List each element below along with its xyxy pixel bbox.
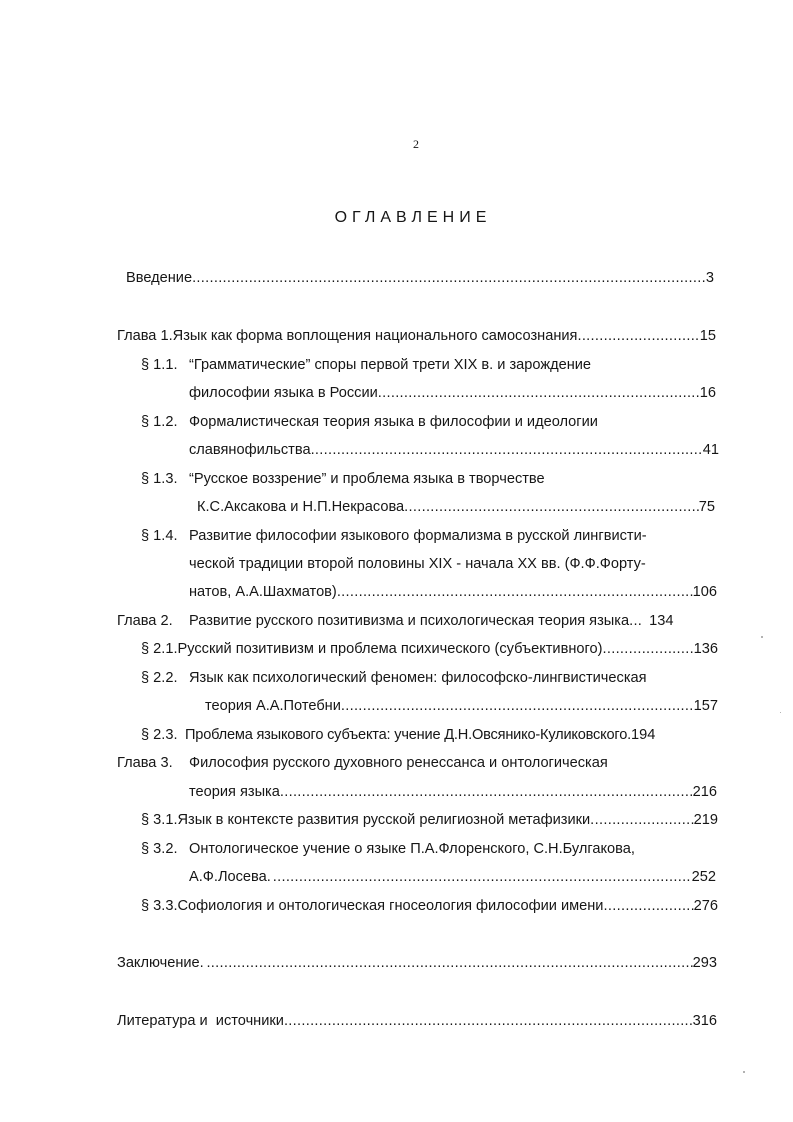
chapter-number: Глава 2. bbox=[117, 613, 173, 629]
toc-entry-label: Развитие русского позитивизма и психологическая теория языка bbox=[189, 613, 630, 629]
toc-entry-label: Формалистическая теория языка в философии и идеологии bbox=[189, 414, 598, 430]
toc-entry-label: Проблема языкового субъекта: учение Д.Н.Овсянико-Куликовского. bbox=[185, 727, 631, 743]
section-number: § 2.3. bbox=[141, 727, 178, 743]
dot-leader bbox=[284, 1011, 693, 1031]
page-title: ОГЛАВЛЕНИЕ bbox=[334, 209, 492, 226]
section-number: § 1.3. bbox=[141, 471, 178, 487]
toc-entry-page: 16 bbox=[699, 385, 716, 401]
toc-entry-section-1-1-line-2 bbox=[189, 383, 716, 403]
section-number: § 3.2. bbox=[141, 841, 178, 857]
page-number: 2 bbox=[413, 137, 419, 151]
dot-leader bbox=[273, 867, 692, 887]
toc-entry-section-1-4-line-2 bbox=[189, 554, 749, 574]
toc-entry-section-1-3-line-2 bbox=[197, 497, 715, 517]
dot-leader bbox=[341, 696, 694, 716]
toc-entry-page: 216 bbox=[692, 784, 717, 800]
toc-entry-label: ческой традиции второй половины XIX - начала XX вв. (Ф.Ф.Форту- bbox=[189, 556, 646, 572]
section-number: § 3.3. bbox=[141, 898, 178, 914]
toc-entry-section-1-1-line-1 bbox=[141, 355, 741, 375]
dot-leader bbox=[311, 440, 703, 460]
dot-leader bbox=[206, 953, 692, 973]
toc-entry-label: Философия русского духовного ренессанса и онтологическая bbox=[189, 755, 608, 771]
section-number: § 2.2. bbox=[141, 670, 178, 686]
dot-leader bbox=[404, 497, 699, 517]
section-number: § 1.1. bbox=[141, 357, 178, 373]
toc-entry-section-3-2-line-2 bbox=[189, 867, 716, 887]
toc-entry-section-3-1 bbox=[141, 810, 718, 830]
toc-entry-label: Литература и источники bbox=[117, 1013, 284, 1029]
toc-entry-section-2-2-line-1 bbox=[141, 668, 761, 688]
toc-entry-page: 106 bbox=[692, 584, 717, 600]
dot-leader bbox=[280, 782, 693, 802]
toc-entry-page: 316 bbox=[692, 1013, 717, 1029]
toc-entry-label: Заключение. bbox=[117, 955, 204, 971]
toc-entry-section-1-2-line-1 bbox=[141, 412, 741, 432]
toc-entry-page: 157 bbox=[693, 698, 718, 714]
toc-entry-section-2-1 bbox=[141, 639, 718, 659]
toc-entry-section-3-2-line-1 bbox=[141, 839, 761, 859]
scan-speck bbox=[761, 636, 763, 638]
toc-entry-page: 136 bbox=[693, 641, 718, 657]
toc-entry-page: 3 bbox=[705, 270, 714, 286]
toc-entry-page: 252 bbox=[691, 869, 716, 885]
dot-leader bbox=[603, 639, 694, 659]
toc-entry-page: 134 bbox=[649, 613, 674, 629]
toc-entry-label: теория А.А.Потебни bbox=[205, 698, 341, 714]
toc-entry-label: Онтологическое учение о языке П.А.Флоренского, С.Н.Булгакова, bbox=[189, 841, 635, 857]
toc-entry-section-2-3 bbox=[141, 725, 781, 745]
section-number: § 2.1. bbox=[141, 641, 178, 657]
toc-entry-conclusion bbox=[117, 953, 717, 973]
toc-entry-page: 41 bbox=[702, 442, 719, 458]
toc-entry-page: 75 bbox=[698, 499, 715, 515]
dot-leader bbox=[378, 383, 700, 403]
section-number: § 1.2. bbox=[141, 414, 178, 430]
toc-entry-page: 293 bbox=[692, 955, 717, 971]
toc-entry-chapter-3-line-2 bbox=[189, 782, 717, 802]
dot-leader bbox=[577, 326, 699, 346]
toc-entry-label: Язык как психологический феномен: философско-лингвистическая bbox=[189, 670, 647, 686]
section-number: § 1.4. bbox=[141, 528, 178, 544]
toc-entry-label: А.Ф.Лосева. bbox=[189, 869, 271, 885]
dot-leader bbox=[629, 611, 643, 631]
dot-leader bbox=[337, 582, 693, 602]
toc-entry-label: Язык как форма воплощения национального самосознания bbox=[172, 328, 578, 344]
toc-entry-page: 15 bbox=[699, 328, 716, 344]
toc-entry-page: 276 bbox=[693, 898, 718, 914]
toc-entry-section-1-4-line-3 bbox=[189, 582, 717, 602]
toc-entry-label: славянофильства bbox=[189, 442, 311, 458]
chapter-number: Глава 3. bbox=[117, 755, 173, 771]
toc-entry-label: К.С.Аксакова и Н.П.Некрасова bbox=[197, 499, 405, 515]
toc-entry-literature bbox=[117, 1011, 717, 1031]
toc-entry-label: “Грамматические” споры первой трети XIX в. и зарождение bbox=[189, 357, 592, 373]
dot-leader bbox=[192, 268, 706, 288]
scan-speck bbox=[780, 712, 781, 713]
toc-entry-page: 219 bbox=[693, 812, 718, 828]
section-number: § 3.1. bbox=[141, 812, 178, 828]
toc-entry-intro bbox=[126, 268, 714, 288]
toc-entry-page: 194 bbox=[631, 727, 656, 743]
toc-entry-section-3-3 bbox=[141, 896, 718, 916]
toc-entry-label: Русский позитивизм и проблема психического (субъективного) bbox=[177, 641, 603, 657]
toc-entry-label: “Русское воззрение” и проблема языка в творчестве bbox=[189, 471, 545, 487]
toc-entry-label: философии языка в России bbox=[189, 385, 378, 401]
chapter-number: Глава 1. bbox=[117, 328, 173, 344]
toc-entry-section-1-3-line-1 bbox=[141, 469, 741, 489]
toc-entry-chapter-3-line-1 bbox=[117, 753, 737, 773]
toc-entry-section-1-4-line-1 bbox=[141, 526, 761, 546]
toc-entry-section-1-2-line-2 bbox=[189, 440, 719, 460]
dot-leader bbox=[608, 896, 694, 916]
toc-entry-label: Введение bbox=[126, 270, 193, 286]
toc-entry-chapter-1 bbox=[117, 326, 716, 346]
toc-entry-label: Софиология и онтологическая гносеология философии имени. bbox=[177, 898, 608, 914]
toc-entry-label: Развитие философии языкового формализма в русской лингвисти- bbox=[189, 528, 647, 544]
toc-entry-label: натов, А.А.Шахматов) bbox=[189, 584, 337, 600]
toc-entry-label: теория языка bbox=[189, 784, 280, 800]
toc-entry-chapter-2 bbox=[117, 611, 727, 631]
dot-leader bbox=[595, 810, 694, 830]
scan-speck bbox=[743, 1071, 745, 1073]
toc-entry-section-2-2-line-2 bbox=[205, 696, 718, 716]
toc-entry-label: Язык в контексте развития русской религиозной метафизики. bbox=[177, 812, 595, 828]
